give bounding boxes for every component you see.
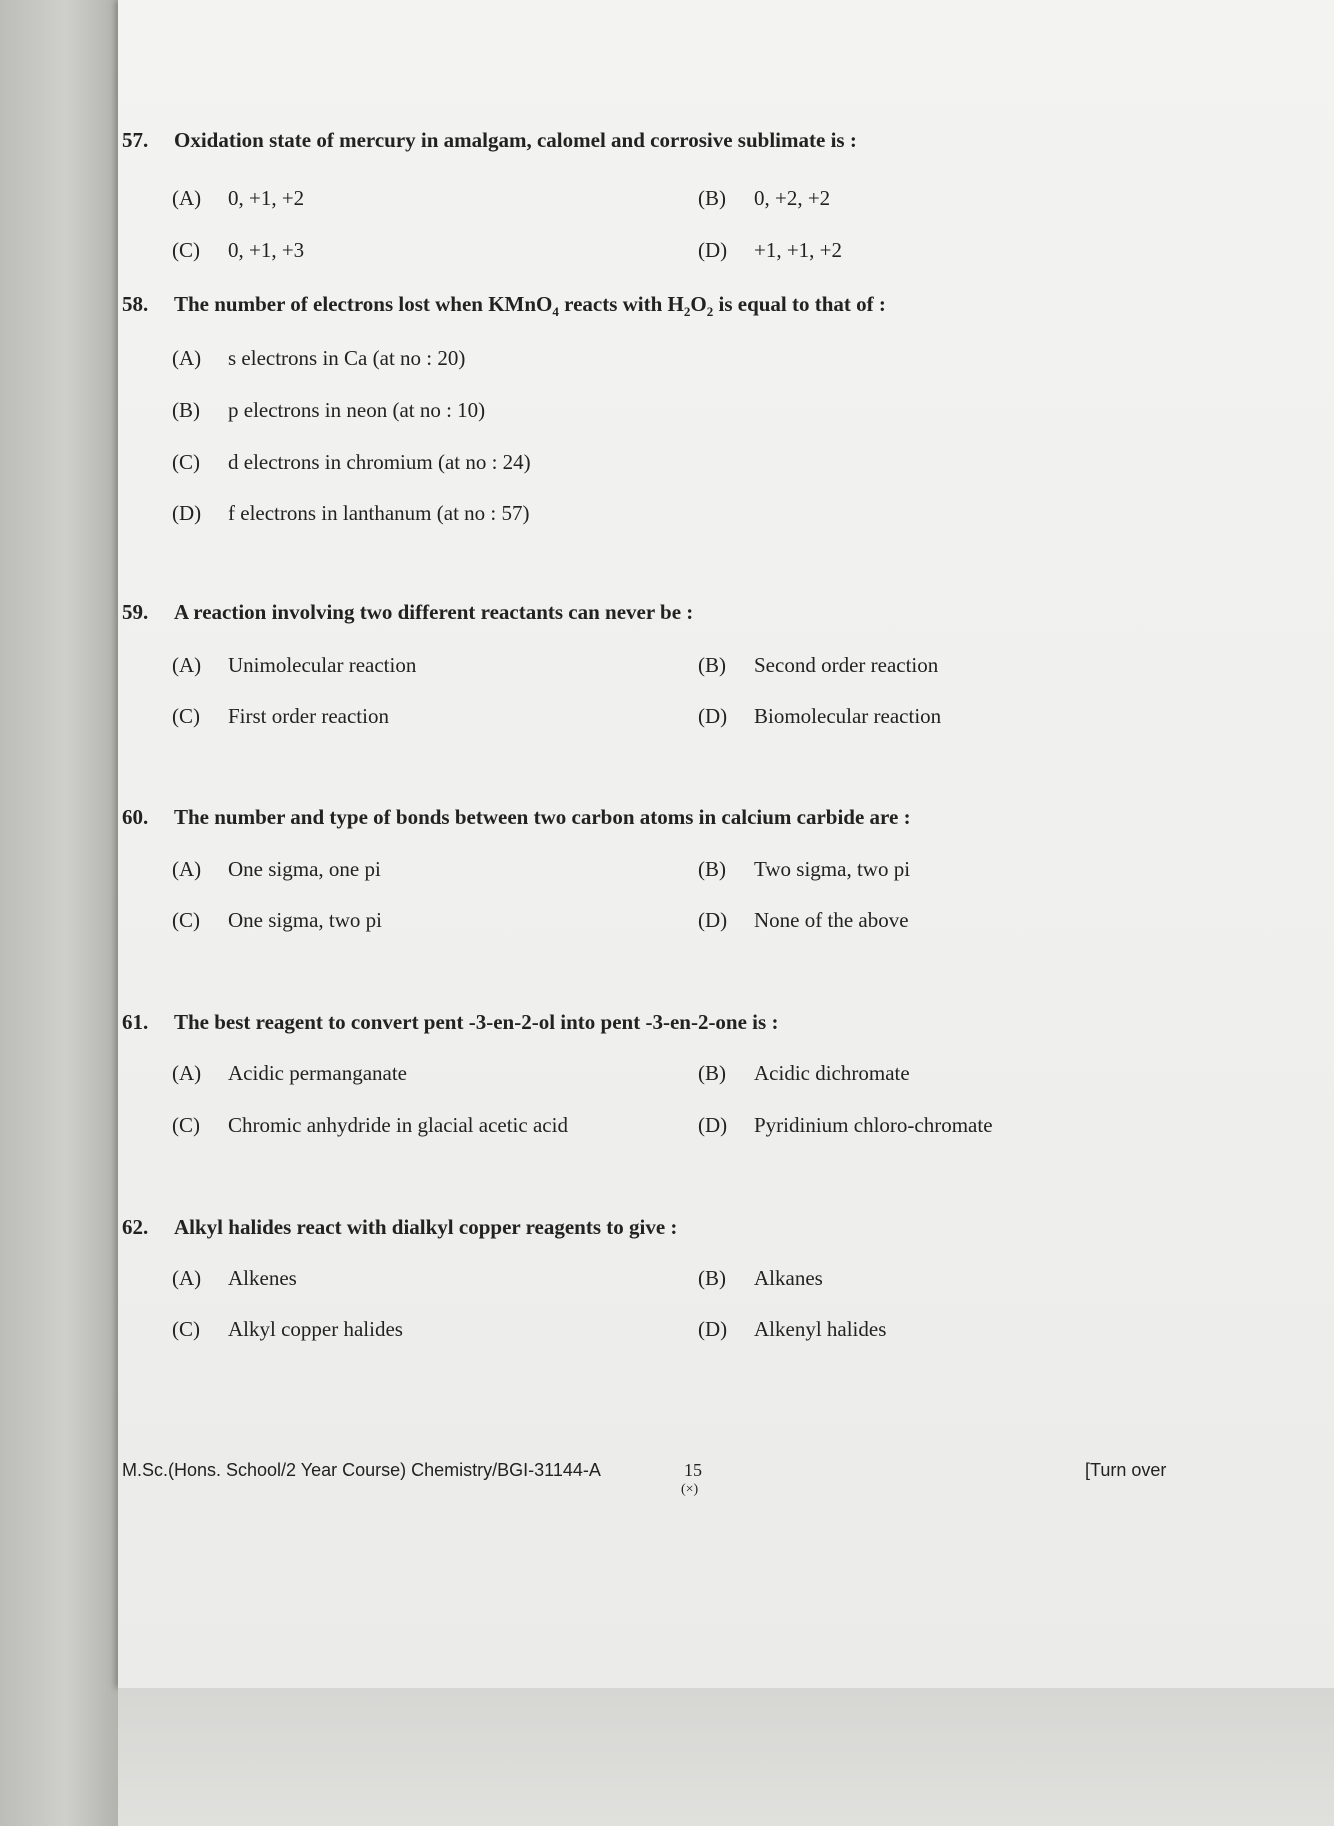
subscript: 4 (552, 304, 559, 320)
option-letter: (C) (172, 1317, 200, 1341)
turn-over-label: [Turn over (1085, 1460, 1167, 1480)
question-62 (122, 1215, 677, 1240)
option-letter: (B) (698, 857, 726, 881)
question-stem (122, 1215, 677, 1240)
option-text: One sigma, two pi (228, 908, 382, 932)
option-letter: (B) (698, 1061, 726, 1085)
option-letter: (A) (172, 346, 202, 370)
option-a[interactable] (172, 653, 416, 678)
option-text: 0, +2, +2 (754, 186, 831, 210)
option-d[interactable] (172, 501, 530, 526)
option-letter: (D) (698, 908, 728, 932)
option-a[interactable] (172, 1061, 407, 1086)
option-text: Alkenyl halides (754, 1317, 887, 1341)
option-b[interactable] (698, 653, 938, 678)
option-letter: (A) (172, 1061, 202, 1085)
question-text: Alkyl halides react with dialkyl copper reagents to give : (174, 1215, 678, 1239)
option-letter: (B) (698, 653, 726, 677)
question-58 (122, 292, 886, 320)
question-text: A reaction involving two different reactants can never be : (174, 600, 694, 624)
option-b[interactable] (172, 398, 485, 423)
option-d[interactable] (698, 704, 941, 729)
option-letter: (A) (172, 1266, 202, 1290)
option-text: Acidic permanganate (228, 1061, 407, 1085)
question-text (174, 292, 886, 320)
option-b[interactable] (698, 186, 830, 211)
option-letter: (D) (698, 1317, 728, 1341)
option-letter: (D) (172, 501, 202, 525)
option-a[interactable] (172, 857, 381, 882)
option-text: Alkyl copper halides (228, 1317, 403, 1341)
option-text: None of the above (754, 908, 909, 932)
option-letter: (C) (172, 238, 200, 262)
question-number: 59. (122, 600, 149, 624)
question-stem (122, 600, 693, 625)
option-letter: (C) (172, 450, 200, 474)
option-letter: (B) (698, 1266, 726, 1290)
course-code: M.Sc.(Hons. School/2 Year Course) Chemistry/BGI-31144-A (122, 1460, 601, 1480)
option-text: s electrons in Ca (at no : 20) (228, 346, 466, 370)
stem-text-part: reacts with H (558, 292, 684, 316)
option-c[interactable] (172, 704, 389, 729)
page-mark: (×) (681, 1482, 699, 1497)
question-number: 60. (122, 805, 149, 829)
option-b[interactable] (698, 1266, 823, 1291)
option-text: Biomolecular reaction (754, 704, 942, 728)
option-letter: (B) (172, 398, 200, 422)
question-number: 58. (122, 292, 149, 316)
option-text: Acidic dichromate (754, 1061, 910, 1085)
option-c[interactable] (172, 238, 304, 263)
option-text: Pyridinium chloro-chromate (754, 1113, 993, 1137)
question-stem (122, 1010, 778, 1035)
option-b[interactable] (698, 857, 910, 882)
option-a[interactable] (172, 1266, 297, 1291)
option-letter: (A) (172, 186, 202, 210)
option-c[interactable] (172, 1317, 403, 1342)
option-text: p electrons in neon (at no : 10) (228, 398, 486, 422)
question-text: The best reagent to convert pent -3-en-2-ol into pent -3-en-2-one is : (174, 1010, 779, 1034)
option-d[interactable] (698, 908, 909, 933)
stem-text-part: is equal to that of : (713, 292, 886, 316)
option-text: f electrons in lanthanum (at no : 57) (228, 501, 530, 525)
option-letter: (A) (172, 857, 202, 881)
subscript: 2 (706, 304, 714, 320)
question-57 (122, 128, 857, 153)
option-letter: (D) (698, 238, 728, 262)
option-letter: (D) (698, 1113, 728, 1137)
subscript: 2 (683, 304, 691, 320)
option-text: One sigma, one pi (228, 857, 381, 881)
option-c[interactable] (172, 450, 531, 475)
question-60 (122, 805, 911, 830)
option-letter: (B) (698, 186, 726, 210)
option-text: Second order reaction (754, 653, 939, 677)
option-text: Unimolecular reaction (228, 653, 417, 677)
scan-left-margin (0, 0, 118, 1826)
question-59 (122, 600, 693, 625)
option-text: Alkenes (228, 1266, 297, 1290)
option-letter: (C) (172, 704, 200, 728)
stem-text-part: The number of electrons lost when KMnO (174, 292, 553, 316)
question-stem (122, 805, 911, 830)
option-d[interactable] (698, 238, 842, 263)
option-text: d electrons in chromium (at no : 24) (228, 450, 531, 474)
option-text: 0, +1, +3 (228, 238, 305, 262)
page-number: 15 (684, 1460, 702, 1480)
scan-bottom-margin (118, 1688, 1334, 1826)
option-text: Alkanes (754, 1266, 823, 1290)
option-c[interactable] (172, 1113, 568, 1138)
option-text: Two sigma, two pi (754, 857, 911, 881)
option-a[interactable] (172, 346, 465, 371)
option-letter: (C) (172, 1113, 200, 1137)
question-number: 62. (122, 1215, 149, 1239)
option-text: First order reaction (228, 704, 389, 728)
option-b[interactable] (698, 1061, 910, 1086)
option-letter: (A) (172, 653, 202, 677)
question-stem (122, 128, 857, 153)
option-text: Chromic anhydride in glacial acetic acid (228, 1113, 568, 1137)
stem-text-part: O (690, 292, 707, 316)
option-letter: (C) (172, 908, 200, 932)
question-number: 61. (122, 1010, 149, 1034)
option-text: 0, +1, +2 (228, 186, 305, 210)
option-text: +1, +1, +2 (754, 238, 843, 262)
option-letter: (D) (698, 704, 728, 728)
option-a[interactable] (172, 186, 304, 211)
question-number: 57. (122, 128, 149, 152)
question-text: Oxidation state of mercury in amalgam, calomel and corrosive sublimate is : (174, 128, 857, 152)
question-61 (122, 1010, 778, 1035)
option-d[interactable] (698, 1317, 886, 1342)
option-c[interactable] (172, 908, 382, 933)
question-text: The number and type of bonds between two carbon atoms in calcium carbide are : (174, 805, 911, 829)
option-d[interactable] (698, 1113, 993, 1138)
question-stem (122, 292, 886, 320)
